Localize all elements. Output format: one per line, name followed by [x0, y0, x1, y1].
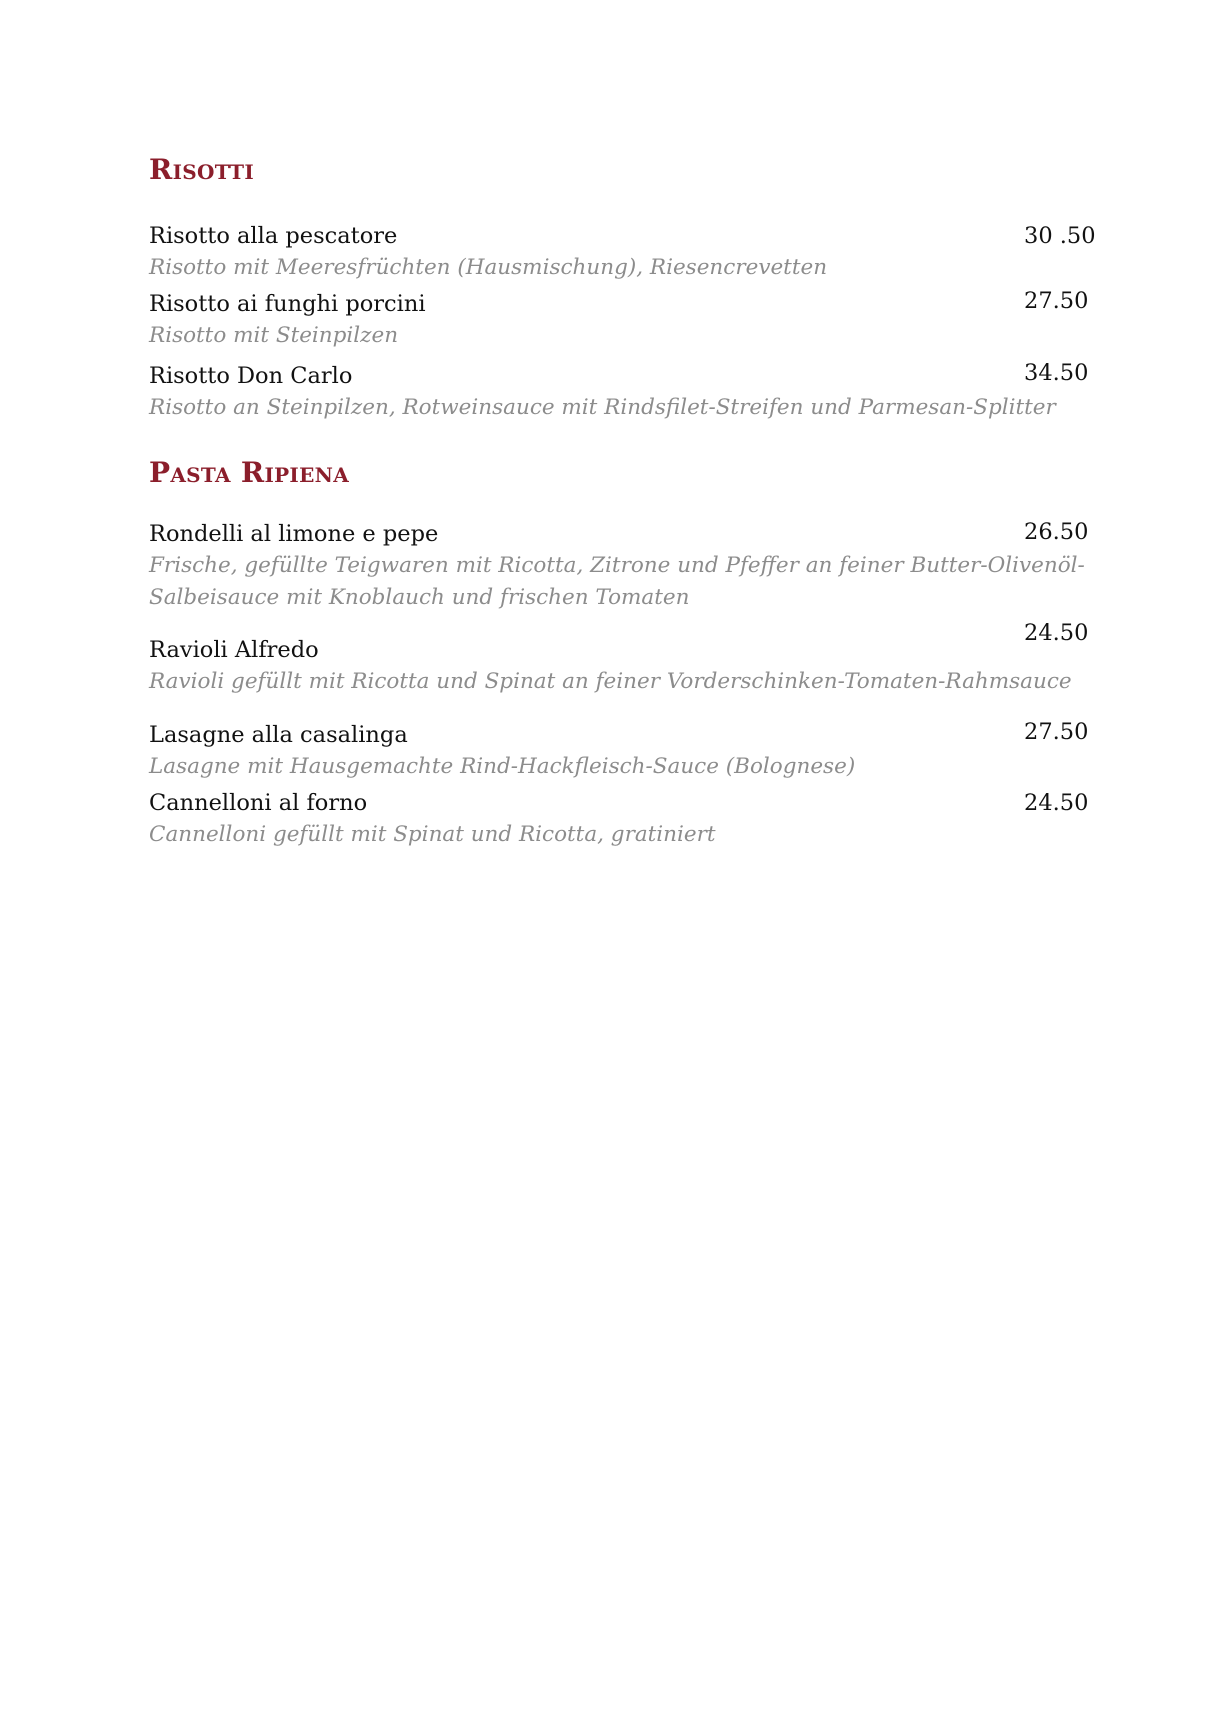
item-price: 30 .50 [1024, 223, 1096, 249]
item-description: Risotto mit Steinpilzen [149, 323, 399, 348]
menu-item [149, 288, 1029, 352]
menu-item [149, 360, 1056, 424]
menu-item [149, 787, 1029, 851]
item-price: 27.50 [1024, 288, 1089, 314]
item-price: 27.50 [1024, 719, 1089, 745]
section-heading-pasta-ripiena: Pasta Ripiena [149, 456, 350, 489]
item-price: 34.50 [1024, 360, 1089, 386]
item-description: Lasagne mit Hausgemachte Rind-Hackfleisch-Sauce (Bolognese) [149, 754, 856, 779]
item-name: Ravioli Alfredo [149, 637, 319, 663]
item-price: 26.50 [1024, 519, 1089, 545]
item-description: Frische, gefüllte Teigwaren mit Ricotta, Zitrone und Pfeffer an feiner Butter-Olivenöl- [149, 553, 1085, 578]
item-name: Cannelloni al forno [149, 790, 368, 816]
item-name: Risotto ai funghi porcini [149, 291, 426, 317]
item-description: Risotto an Steinpilzen, Rotweinsauce mit Rindsfilet-Streifen und Parmesan-Splitter [149, 395, 1056, 420]
menu-item [149, 719, 1029, 783]
item-price: 24.50 [1024, 790, 1089, 816]
section-heading-risotti: Risotti [149, 153, 254, 186]
item-description: Ravioli gefüllt mit Ricotta und Spinat an feiner Vorderschinken-Tomaten-Rahmsauce [149, 669, 1072, 694]
item-name: Risotto Don Carlo [149, 363, 353, 389]
menu-item [149, 634, 1072, 698]
item-description: Cannelloni gefüllt mit Spinat und Ricotta, gratiniert [149, 822, 716, 847]
item-description: Salbeisauce mit Knoblauch und frischen Tomaten [149, 585, 690, 610]
item-name: Lasagne alla casalinga [149, 722, 408, 748]
menu-item [149, 220, 1029, 284]
item-price: 24.50 [1024, 620, 1089, 646]
item-description: Risotto mit Meeresfrüchten (Hausmischung), Riesencrevetten [149, 255, 828, 280]
item-name: Rondelli al limone e pepe [149, 521, 439, 547]
item-name: Risotto alla pescatore [149, 223, 398, 249]
